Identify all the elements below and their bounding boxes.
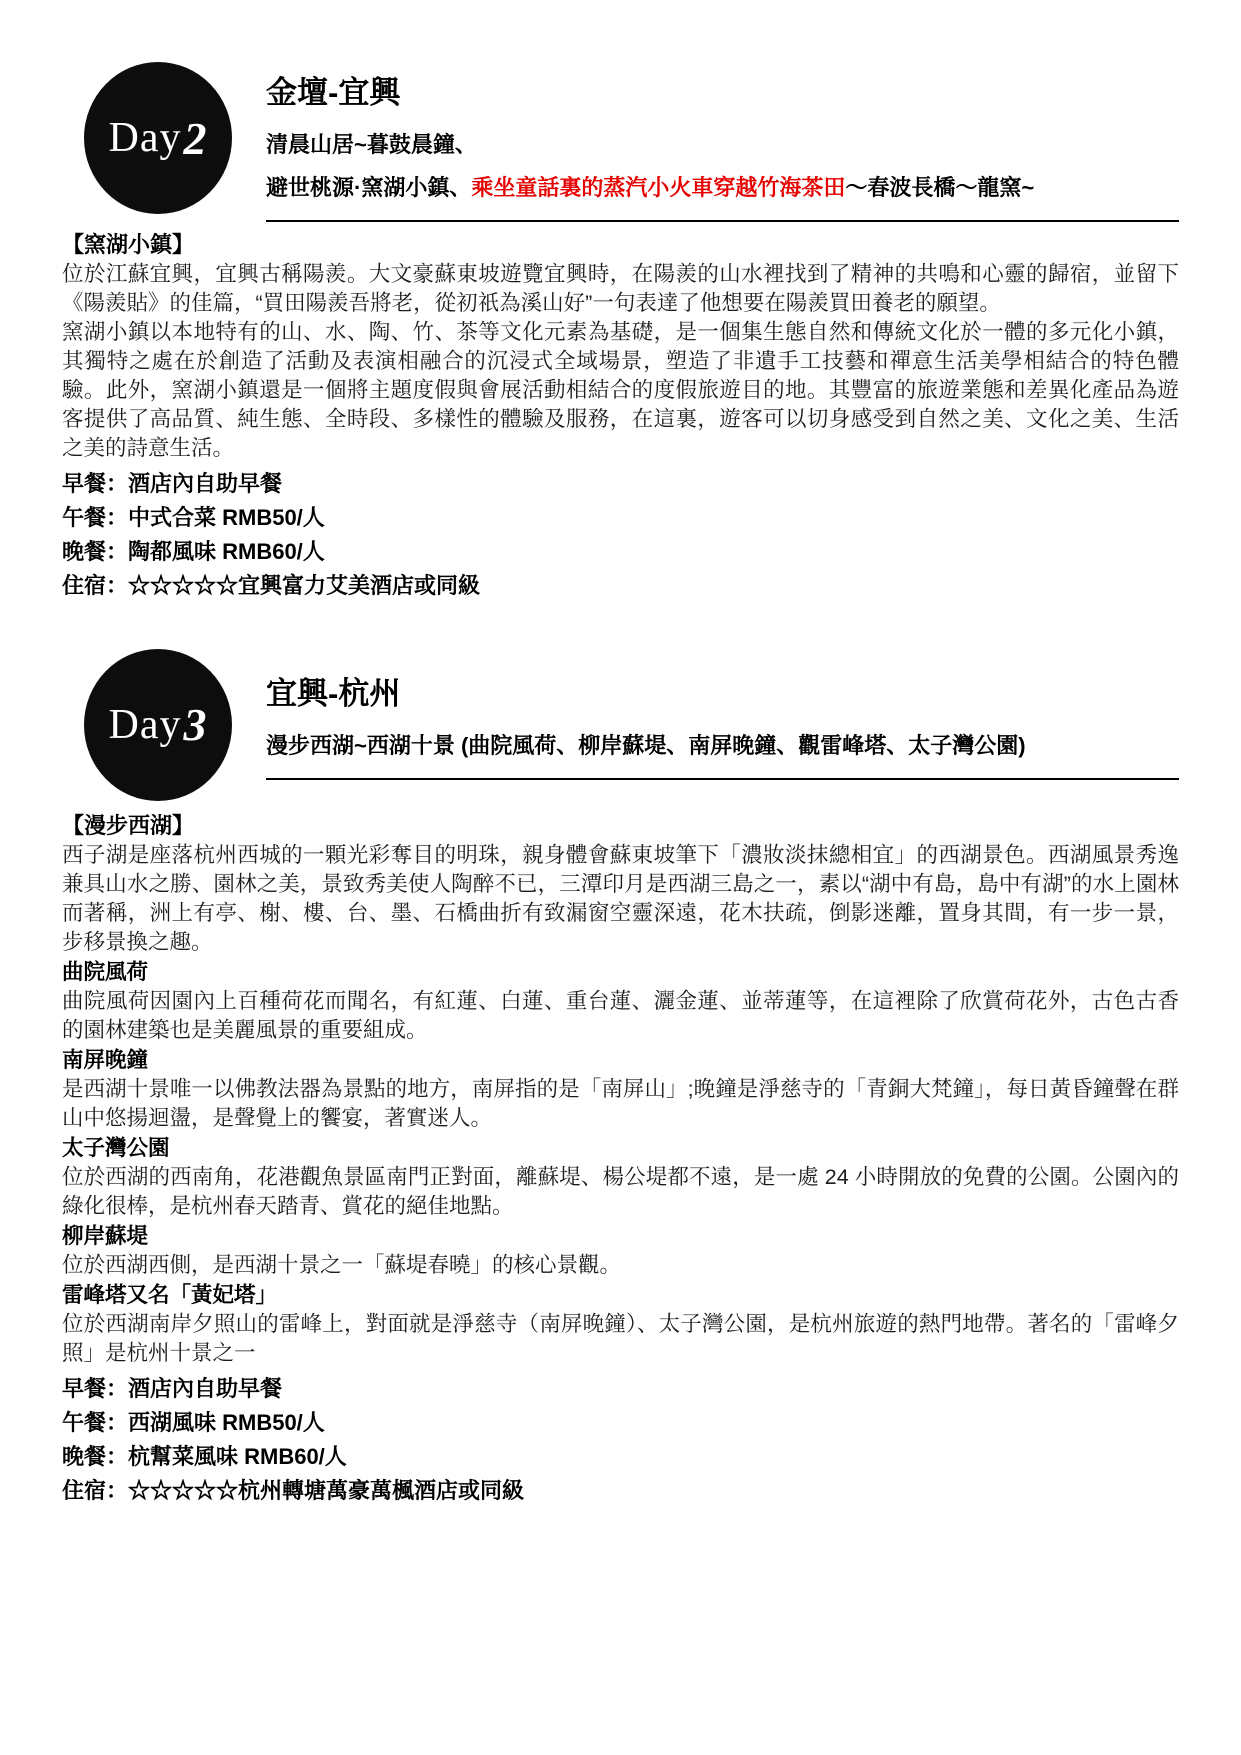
day2-meal-block — [62, 467, 1179, 603]
day3-lunch: 午餐：西湖風味 RMB50/人 — [62, 1409, 325, 1435]
day3-spot-body-taiziwan: 位於西湖的西南角，花港觀魚景區南門正對面，離蘇堤、楊公堤都不遠，是一處 24 小時開放的免費的公園。公園內的綠化很棒，是杭州春天踏青、賞花的絕佳地點。 — [62, 1164, 1179, 1218]
day3-header-text — [232, 649, 1179, 780]
day3-title: 宜興-杭州 — [266, 675, 401, 711]
day3-spot-heading-leifengta: 雷峰塔又名「黃妃塔」 — [62, 1282, 278, 1307]
day2-section-heading: 【窯湖小鎮】 — [62, 231, 195, 257]
day3-spot-heading-quyuan: 曲院風荷 — [62, 959, 149, 984]
day3-dinner: 晚餐：杭幫菜風味 RMB60/人 — [62, 1443, 347, 1469]
day2-subtitle-line2 — [266, 167, 1179, 210]
day2-paragraph-2: 窯湖小鎮以本地特有的山、水、陶、竹、茶等文化元素為基礎，是一個集生態自然和傳統文化於一體的多元化小鎮，其獨特之處在於創造了活動及表演相融合的沉浸式全域場景，塑造了非遺手工技藝和禪意生活美學相結合的特色體驗。此外，窯湖小鎮還是一個將主題度假與會展活動相結合的度假旅遊目的地。其豐富的旅遊業態和差異化產品為遊客提供了高品質、純生態、全時段、多樣性的體驗及服務，在這裏，遊客可以切身感受到自然之美、文化之美、生活之美的詩意生活。 — [62, 319, 1179, 460]
day2-header-divider — [266, 220, 1179, 222]
day3-spot-heading-nanping: 南屏晚鐘 — [62, 1047, 149, 1072]
day2-title: 金壇-宜興 — [266, 75, 401, 110]
day2-badge-number: 2 — [183, 112, 208, 164]
day2-badge — [84, 62, 232, 214]
day3-badge-prefix: Day — [108, 701, 182, 748]
day2-subtitle-highlight: 乘坐童話裏的蒸汽小火車穿越竹海茶田 — [471, 174, 846, 200]
day3-subtitle: 漫步西湖~西湖十景 (曲院風荷、柳岸蘇堤、南屏晚鐘、觀雷峰塔、太子灣公園) — [266, 732, 1026, 758]
day2-subtitle-line1: 清晨山居~暮鼓晨鐘、 — [266, 132, 477, 158]
day2-breakfast: 早餐：酒店內自助早餐 — [62, 470, 283, 496]
day2-lunch: 午餐：中式合菜 RMB50/人 — [62, 504, 325, 530]
day2-lodging: 住宿：☆☆☆☆☆宜興富力艾美酒店或同級 — [62, 572, 481, 598]
day3-header — [62, 649, 1179, 801]
day2-header-text — [232, 62, 1179, 222]
day3-spot-body-quyuan: 曲院風荷因園內上百種荷花而聞名，有紅蓮、白蓮、重台蓮、灑金蓮、並蒂蓮等，在這裡除了欣賞荷花外，古色古香的園林建築也是美麗風景的重要組成。 — [62, 988, 1179, 1042]
day2-dinner: 晚餐：陶都風味 RMB60/人 — [62, 538, 325, 564]
day2-header — [62, 62, 1179, 222]
day3-spot-heading-taiziwan: 太子灣公園 — [62, 1135, 170, 1160]
day3-badge — [84, 649, 232, 801]
day2-badge-prefix: Day — [108, 115, 182, 161]
day3-spot-body-sudi: 位於西湖西側，是西湖十景之一「蘇堤春曉」的核心景觀。 — [62, 1252, 622, 1277]
day3-header-divider — [266, 778, 1179, 780]
day-gap — [62, 603, 1179, 649]
day3-spot-body-nanping: 是西湖十景唯一以佛教法器為景點的地方，南屏指的是「南屏山」;晚鐘是淨慈寺的「青銅大梵鐘」，每日黃昏鐘聲在群山中悠揚迴盪，是聲覺上的饗宴，著實迷人。 — [62, 1076, 1179, 1130]
day3-spot-body-leifengta: 位於西湖南岸夕照山的雷峰上，對面就是淨慈寺（南屏晚鐘）、太子灣公園，是杭州旅遊的熱門地帶。著名的「雷峰夕照」是杭州十景之一 — [62, 1311, 1179, 1365]
day3-intro: 西子湖是座落杭州西城的一顆光彩奪目的明珠，親身體會蘇東坡筆下「濃妝淡抹總相宜」的西湖景色。西湖風景秀逸兼具山水之勝、園林之美，景致秀美使人陶醉不已，三潭印月是西湖三島之一，素以“湖中有島，島中有湖”的水上園林而著稱，洲上有亭、榭、樓、台、墨、石橋曲折有致漏窗空靈深遠，花木扶疏，倒影迷離，置身其間，有一步一景，步移景換之趣。 — [62, 842, 1179, 954]
day3-breakfast: 早餐：酒店內自助早餐 — [62, 1375, 283, 1401]
day3-spot-heading-sudi: 柳岸蘇堤 — [62, 1223, 149, 1248]
day2-paragraph-1: 位於江蘇宜興，宜興古稱陽羨。大文豪蘇東坡遊覽宜興時，在陽羨的山水裡找到了精神的共鳴和心靈的歸宿，並留下《陽羨貼》的佳篇，“買田陽羨吾將老，從初祇為溪山好”一句表達了他想要在陽羨買田養老的願望。 — [62, 261, 1179, 315]
day3-badge-number: 3 — [183, 699, 208, 751]
day2-subtitle-line2-post: ～春波長橋～龍窯~ — [845, 174, 1035, 200]
day3-lodging: 住宿：☆☆☆☆☆杭州轉塘萬豪萬楓酒店或同級 — [62, 1477, 525, 1503]
day3-section-heading: 【漫步西湖】 — [62, 812, 195, 838]
day3-meal-block — [62, 1372, 1179, 1508]
day2-subtitle-line2-pre: 避世桃源·窯湖小鎮、 — [266, 174, 472, 200]
day3-body — [62, 811, 1179, 1508]
day2-body — [62, 230, 1179, 603]
